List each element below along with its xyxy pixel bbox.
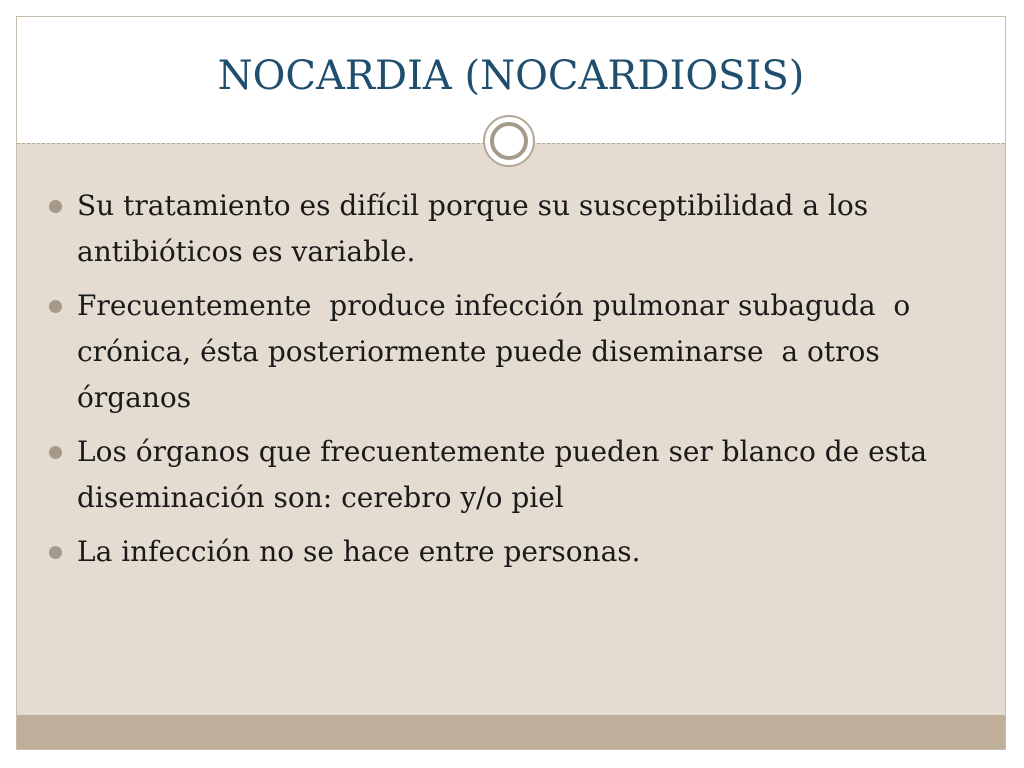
bullet-icon: [49, 200, 62, 213]
list-item: [47, 429, 977, 521]
list-item: [47, 283, 977, 421]
bullet-icon: [49, 546, 62, 559]
circle-ornament-icon: [483, 115, 535, 167]
list-item: [47, 529, 977, 575]
bullet-icon: [49, 446, 62, 459]
bullet-text: Los órganos que frecuentemente pueden ser blanco de esta diseminación son: cerebro y/o piel: [77, 435, 928, 514]
slide-title: NOCARDIA (NOCARDIOSIS): [217, 53, 805, 99]
bullet-text: Su tratamiento es difícil porque su susceptibilidad a los antibióticos es variable.: [77, 189, 869, 268]
slide: [16, 16, 1006, 750]
bullet-list: [47, 183, 977, 583]
footer-band: [17, 715, 1005, 749]
list-item: [47, 183, 977, 275]
bullet-text: La infección no se hace entre personas.: [77, 535, 641, 568]
bullet-text: Frecuentemente produce infección pulmonar subaguda o crónica, ésta posteriormente puede diseminarse a otros órganos: [77, 289, 920, 414]
bullet-icon: [49, 300, 62, 313]
